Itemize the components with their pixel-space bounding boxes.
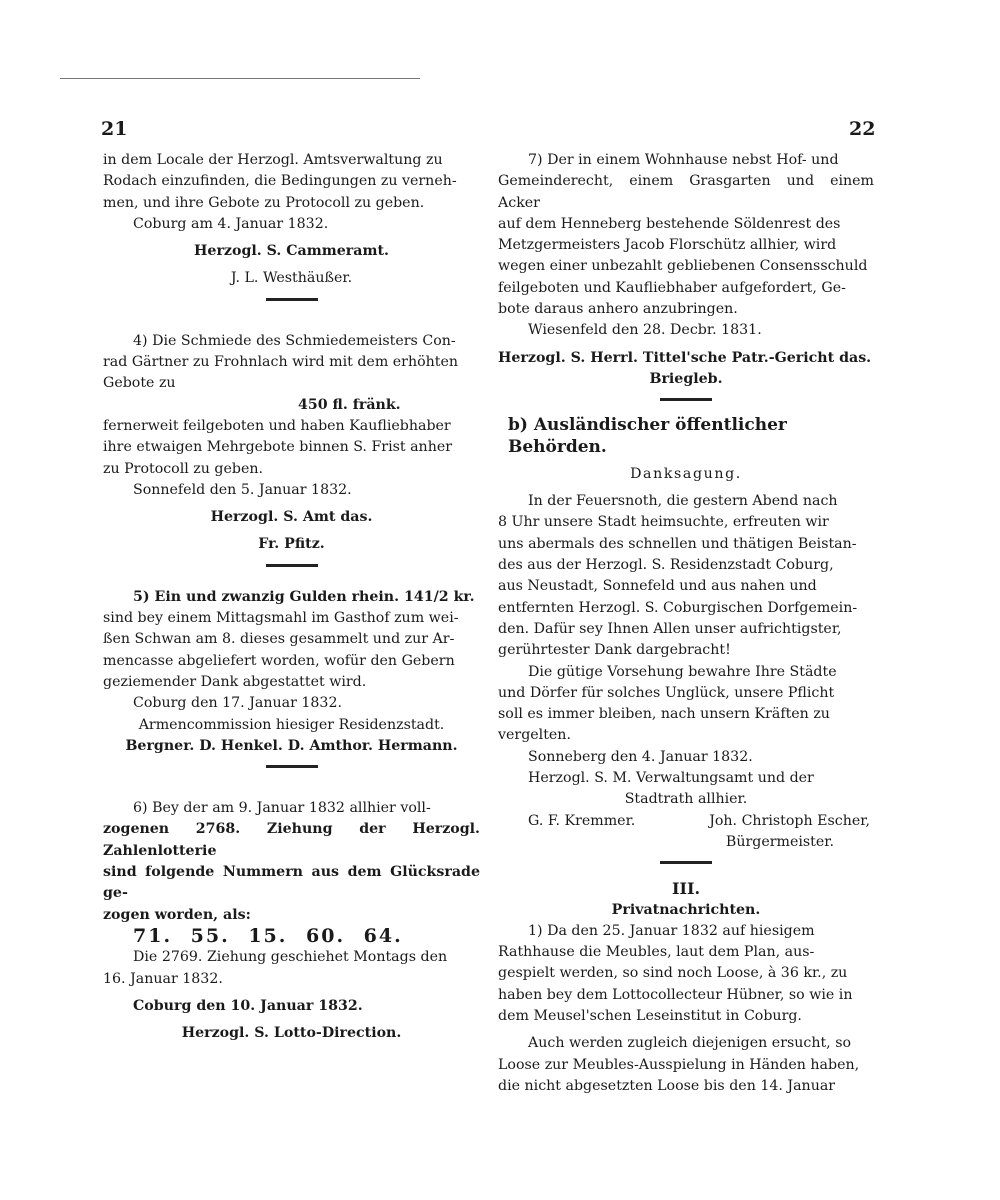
section-b-para1: aus Neustadt, Sonnefeld und aus nahen und: [498, 578, 817, 595]
section-iii-para2: die nicht abgesetzten Loose bis den 14. Januar: [498, 1077, 836, 1094]
notice4-line: 4) Die Schmiede des Schmiedemeisters Con-: [133, 332, 456, 349]
section-iii-para1: dem Meusel'schen Leseinstitut in Coburg.: [498, 1007, 802, 1024]
section-b-para1: gerührtester Dank dargebracht!: [498, 642, 731, 659]
notice7-date: Wiesenfeld den 28. Decbr. 1831.: [528, 322, 762, 339]
section-b-para1: In der Feuersnoth, die gestern Abend nach: [528, 493, 838, 510]
notice6-line: zogenen 2768. Ziehung der Herzogl. Zahlenlotterie: [103, 821, 480, 859]
section-b-para1: des aus der Herzogl. S. Residenzstadt Coburg,: [498, 557, 834, 574]
notice7-signature: Briegleb.: [649, 370, 723, 387]
lottery-numbers: 71. 55. 15. 60. 64.: [133, 924, 403, 947]
section-b-authority: Stadtrath allhier.: [624, 791, 748, 808]
notice4-authority: Herzogl. S. Amt das.: [210, 509, 373, 526]
page-number-left: 21: [101, 118, 128, 140]
signer-left: G. F. Kremmer.: [528, 812, 636, 829]
section-iii-para1: gespielt werden, so sind noch Loose, à 36 kr., zu: [498, 965, 848, 982]
signer-title: Bürgermeister.: [725, 833, 834, 850]
notice7-authority: Herzogl. S. Herrl. Tittel'sche Patr.-Gericht das.: [498, 349, 872, 366]
section-b-subheading: Danksagung.: [630, 465, 742, 482]
notice3-line: men, und ihre Gebote zu Protocoll zu geben.: [103, 194, 425, 211]
section-divider: [266, 765, 318, 768]
notice7-line: feilgeboten und Kaufliebhaber aufgefordert, Ge-: [498, 279, 846, 296]
notice4-line: zu Protocoll zu geben.: [103, 460, 264, 477]
notice5-line: sind bey einem Mittagsmahl im Gasthof zum wei-: [103, 610, 459, 627]
notice7-line: Metzgermeisters Jacob Florschütz allhier, wird: [498, 237, 837, 254]
notice3-authority: Herzogl. S. Cammeramt.: [194, 243, 389, 260]
section-b-para2: soll es immer bleiben, nach unsern Kräften zu: [498, 706, 830, 723]
section-iii-heading: III.: [671, 879, 701, 899]
notice6-next-draw: 16. Januar 1832.: [103, 970, 223, 987]
notice3-line: Rodach einzufinden, die Bedingungen zu verneh-: [103, 173, 457, 190]
section-b-para2: vergelten.: [498, 727, 571, 744]
notice7-line: 7) Der in einem Wohnhause nebst Hof- und: [528, 152, 839, 168]
section-divider: [660, 861, 712, 864]
section-iii-para2: Loose zur Meubles-Ausspielung in Händen haben,: [498, 1056, 860, 1073]
page-number-right: 22: [849, 118, 876, 140]
notice5-signature: Bergner. D. Henkel. D. Amthor. Hermann.: [125, 737, 458, 754]
section-divider: [660, 398, 712, 401]
section-iii-para1: haben bey dem Lottocollecteur Hübner, so wie in: [498, 986, 853, 1003]
signer-right: Joh. Christoph Escher,: [709, 812, 870, 829]
right-column: [498, 150, 874, 1097]
section-iii-para1: 1) Da den 25. Januar 1832 auf hiesigem: [528, 922, 815, 939]
section-b-para2: und Dörfer für solches Unglück, unsere Pflicht: [498, 684, 835, 701]
notice4-signature: Fr. Pfitz.: [258, 536, 325, 553]
notice4-date: Sonnefeld den 5. Januar 1832.: [133, 481, 352, 498]
section-b-authority: Herzogl. S. M. Verwaltungsamt und der: [528, 770, 814, 787]
section-b-date: Sonneberg den 4. Januar 1832.: [528, 748, 753, 765]
notice7-line: bote daraus anhero anzubringen.: [498, 301, 738, 318]
section-b-para1: entfernten Herzogl. S. Coburgischen Dorfgemein-: [498, 599, 858, 616]
section-iii-subheading: Privatnachrichten.: [611, 901, 761, 918]
notice4-line: fernerweit feilgeboten und haben Kaufliebhaber: [103, 417, 451, 434]
section-divider: [266, 564, 318, 567]
notice6-line: zogen worden, als:: [103, 906, 251, 923]
notice5-line: mencasse abgeliefert worden, wofür den Gebern: [103, 652, 455, 669]
notice6-authority: Herzogl. S. Lotto-Direction.: [181, 1025, 402, 1042]
notice5-authority: Armencommission hiesiger Residenzstadt.: [138, 716, 445, 733]
section-b-para1: den. Dafür sey Ihnen Allen unser aufrichtigster,: [498, 620, 842, 637]
section-divider: [266, 298, 318, 301]
section-b-para1: 8 Uhr unsere Stadt heimsuchte, erfreuten wir: [498, 514, 829, 531]
notice6-date: Coburg den 10. Januar 1832.: [133, 997, 363, 1014]
top-rule: [60, 78, 420, 79]
section-b-para1: uns abermals des schnellen und thätigen Beistan-: [498, 535, 857, 552]
notice7-line: Gemeinderecht, einem Grasgarten und einem Acker: [498, 173, 874, 211]
notice5-line: ßen Schwan am 8. dieses gesammelt und zur Ar-: [103, 631, 455, 648]
left-column: [103, 150, 480, 1044]
notice5-line: 5) Ein und zwanzig Gulden rhein. 141/2 kr.: [133, 588, 475, 605]
section-b-signers: [498, 811, 874, 832]
section-b-para2: Die gütige Vorsehung bewahre Ihre Städte: [528, 663, 837, 680]
section-iii-para1: Rathhause die Meubles, laut dem Plan, aus-: [498, 944, 815, 961]
notice7-line: wegen einer unbezahlt gebliebenen Consensschuld: [498, 258, 868, 275]
notice3-signature: J. L. Westhäußer.: [230, 270, 353, 287]
notice5-date: Coburg den 17. Januar 1832.: [133, 695, 342, 712]
notice6-line: sind folgende Nummern aus dem Glücksrade ge-: [103, 864, 480, 902]
notice4-amount: 450 fl. fränk.: [298, 396, 401, 413]
notice7-line: auf dem Henneberg bestehende Söldenrest des: [498, 215, 841, 232]
notice5-line: geziemender Dank abgestattet wird.: [103, 673, 367, 690]
notice3-date: Coburg am 4. Januar 1832.: [133, 215, 329, 232]
notice6-line: 6) Bey der am 9. Januar 1832 allhier voll-: [133, 800, 431, 817]
notice6-next-draw: Die 2769. Ziehung geschiehet Montags den: [133, 949, 448, 966]
section-b-heading: b) Ausländischer öffentlicher Behörden.: [508, 415, 787, 457]
notice4-line: Gebote zu: [103, 375, 176, 392]
notice4-line: ihre etwaigen Mehrgebote binnen S. Frist anher: [103, 439, 453, 456]
section-iii-para2: Auch werden zugleich diejenigen ersucht, so: [528, 1035, 852, 1052]
notice3-line: in dem Locale der Herzogl. Amtsverwaltung zu: [103, 152, 443, 168]
notice4-line: rad Gärtner zu Frohnlach wird mit dem erhöhten: [103, 354, 459, 371]
